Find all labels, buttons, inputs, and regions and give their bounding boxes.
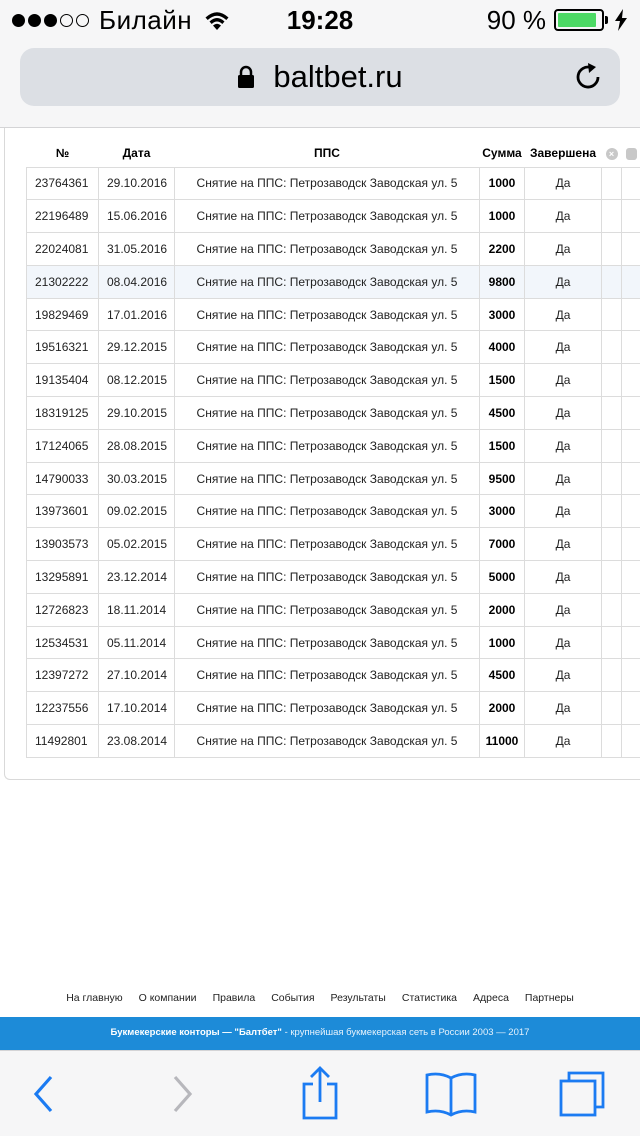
- column-header-date: Дата: [122, 146, 151, 161]
- cell-sum: 1500: [480, 364, 525, 397]
- cell-lock: [622, 298, 640, 331]
- carrier-name: Билайн: [99, 4, 193, 35]
- cell-sum: 2000: [480, 692, 525, 725]
- table-row[interactable]: [27, 364, 640, 397]
- cell-cancel: [602, 233, 622, 266]
- cell-completed: Да: [525, 429, 602, 462]
- chevron-left-icon: [32, 1074, 54, 1114]
- cell-pps: Снятие на ППС: Петрозаводск Заводская ул. 5: [175, 495, 480, 528]
- table-row[interactable]: [27, 265, 640, 298]
- footer-brand: Букмекерские конторы — "Балтбет": [110, 1027, 282, 1038]
- cell-number: 19516321: [27, 331, 99, 364]
- cell-completed: Да: [525, 233, 602, 266]
- cell-cancel: [602, 725, 622, 758]
- footer-link-home[interactable]: На главную: [66, 992, 123, 1004]
- cell-date: 05.11.2014: [99, 626, 175, 659]
- cell-number: 22196489: [27, 200, 99, 233]
- cell-completed: Да: [525, 528, 602, 561]
- footer-link-addresses[interactable]: Адреса: [473, 992, 509, 1004]
- cell-pps: Снятие на ППС: Петрозаводск Заводская ул. 5: [175, 725, 480, 758]
- cell-pps: Снятие на ППС: Петрозаводск Заводская ул. 5: [175, 200, 480, 233]
- clock: 19:28: [286, 5, 354, 35]
- cell-pps: Снятие на ППС: Петрозаводск Заводская ул. 5: [175, 429, 480, 462]
- cell-completed: Да: [525, 462, 602, 495]
- table-row[interactable]: [27, 659, 640, 692]
- cell-sum: 11000: [480, 725, 525, 758]
- cell-number: 19829469: [27, 298, 99, 331]
- cell-pps: Снятие на ППС: Петрозаводск Заводская ул. 5: [175, 626, 480, 659]
- cell-number: 11492801: [27, 725, 99, 758]
- back-button[interactable]: [20, 1051, 66, 1136]
- cell-cancel: [602, 429, 622, 462]
- column-header-lock: [622, 140, 640, 167]
- cell-lock: [622, 725, 640, 758]
- cell-date: 09.02.2015: [99, 495, 175, 528]
- url-text: baltbet.ru: [273, 59, 403, 94]
- cell-lock: [622, 167, 640, 200]
- cell-lock: [622, 495, 640, 528]
- cell-pps: Снятие на ППС: Петрозаводск Заводская ул. 5: [175, 331, 480, 364]
- cell-cancel: [602, 298, 622, 331]
- cell-sum: 1000: [480, 200, 525, 233]
- browser-address-area: [0, 40, 640, 128]
- table-body: [27, 167, 640, 757]
- cell-completed: Да: [525, 561, 602, 594]
- cell-lock: [622, 200, 640, 233]
- footer-band: [0, 1017, 640, 1050]
- table-row[interactable]: [27, 561, 640, 594]
- transactions-panel: [4, 128, 640, 780]
- bookmarks-button[interactable]: [422, 1051, 480, 1136]
- cell-lock: [622, 593, 640, 626]
- cell-lock: [622, 429, 640, 462]
- cell-lock: [622, 692, 640, 725]
- table-row[interactable]: [27, 528, 640, 561]
- footer-link-about[interactable]: О компании: [138, 992, 197, 1004]
- cell-number: 23764361: [27, 167, 99, 200]
- cell-sum: 9800: [480, 265, 525, 298]
- charging-bolt-icon: [614, 9, 628, 31]
- status-bar: [0, 0, 640, 40]
- cell-pps: Снятие на ППС: Петрозаводск Заводская ул. 5: [175, 364, 480, 397]
- cell-lock: [622, 364, 640, 397]
- cell-cancel: [602, 626, 622, 659]
- cell-pps: Снятие на ППС: Петрозаводск Заводская ул. 5: [175, 692, 480, 725]
- cell-pps: Снятие на ППС: Петрозаводск Заводская ул. 5: [175, 593, 480, 626]
- footer-link-results[interactable]: Результаты: [330, 992, 386, 1004]
- cell-number: 12726823: [27, 593, 99, 626]
- cell-date: 27.10.2014: [99, 659, 175, 692]
- cell-cancel: [602, 593, 622, 626]
- table-row[interactable]: [27, 298, 640, 331]
- table-row[interactable]: [27, 331, 640, 364]
- cell-number: 12397272: [27, 659, 99, 692]
- cell-date: 30.03.2015: [99, 462, 175, 495]
- cell-sum: 4500: [480, 659, 525, 692]
- forward-button[interactable]: [160, 1051, 206, 1136]
- column-header-pps: ППС: [314, 146, 340, 161]
- cell-date: 08.12.2015: [99, 364, 175, 397]
- cell-number: 21302222: [27, 265, 99, 298]
- column-header-cancel: [602, 140, 622, 167]
- cell-pps: Снятие на ППС: Петрозаводск Заводская ул. 5: [175, 265, 480, 298]
- cell-sum: 4000: [480, 331, 525, 364]
- share-icon: [300, 1066, 340, 1122]
- withdrawals-table: [26, 140, 640, 758]
- cell-date: 15.06.2016: [99, 200, 175, 233]
- table-row[interactable]: [27, 725, 640, 758]
- table-row[interactable]: [27, 167, 640, 200]
- cell-date: 05.02.2015: [99, 528, 175, 561]
- cell-cancel: [602, 364, 622, 397]
- cell-cancel: [602, 561, 622, 594]
- footer-copyright: [0, 1027, 640, 1038]
- footer-link-events[interactable]: События: [271, 992, 315, 1004]
- cell-cancel: [602, 495, 622, 528]
- cell-sum: 1000: [480, 167, 525, 200]
- cell-date: 18.11.2014: [99, 593, 175, 626]
- cell-sum: 4500: [480, 397, 525, 430]
- cell-pps: Снятие на ППС: Петрозаводск Заводская ул. 5: [175, 397, 480, 430]
- cell-completed: Да: [525, 265, 602, 298]
- cell-lock: [622, 528, 640, 561]
- cell-lock: [622, 397, 640, 430]
- column-header-completed: Завершена: [529, 146, 596, 161]
- cell-number: 12534531: [27, 626, 99, 659]
- footer-link-rules[interactable]: Правила: [212, 992, 256, 1004]
- footer-nav: [0, 992, 640, 1004]
- cell-pps: Снятие на ППС: Петрозаводск Заводская ул. 5: [175, 167, 480, 200]
- cell-lock: [622, 561, 640, 594]
- cell-completed: Да: [525, 364, 602, 397]
- cell-completed: Да: [525, 593, 602, 626]
- cell-cancel: [602, 462, 622, 495]
- table-row[interactable]: [27, 397, 640, 430]
- cell-date: 29.12.2015: [99, 331, 175, 364]
- cell-cancel: [602, 528, 622, 561]
- cell-number: 13903573: [27, 528, 99, 561]
- table-row[interactable]: [27, 233, 640, 266]
- footer-link-stats[interactable]: Статистика: [401, 992, 458, 1004]
- cell-completed: Да: [525, 692, 602, 725]
- cell-date: 23.12.2014: [99, 561, 175, 594]
- cell-number: 13295891: [27, 561, 99, 594]
- column-header-sum: Сумма: [482, 146, 522, 161]
- table-row[interactable]: [27, 593, 640, 626]
- cell-number: 19135404: [27, 364, 99, 397]
- cell-sum: 5000: [480, 561, 525, 594]
- table-row[interactable]: [27, 692, 640, 725]
- tabs-button[interactable]: [554, 1051, 610, 1136]
- lock-small-icon: [626, 148, 637, 160]
- lock-icon: [237, 65, 255, 89]
- cell-pps: Снятие на ППС: Петрозаводск Заводская ул. 5: [175, 462, 480, 495]
- battery-icon: [554, 9, 604, 31]
- cell-date: 28.08.2015: [99, 429, 175, 462]
- cell-cancel: [602, 265, 622, 298]
- cell-sum: 1500: [480, 429, 525, 462]
- cell-date: 17.01.2016: [99, 298, 175, 331]
- cell-number: 22024081: [27, 233, 99, 266]
- table-row[interactable]: [27, 429, 640, 462]
- table-header-row: [27, 140, 640, 167]
- status-right: [487, 6, 628, 34]
- cell-lock: [622, 265, 640, 298]
- cell-completed: Да: [525, 298, 602, 331]
- book-icon: [424, 1070, 478, 1118]
- table-row[interactable]: [27, 626, 640, 659]
- cell-lock: [622, 626, 640, 659]
- chevron-right-icon: [172, 1074, 194, 1114]
- cell-completed: Да: [525, 167, 602, 200]
- cell-number: 13973601: [27, 495, 99, 528]
- cell-cancel: [602, 397, 622, 430]
- browser-toolbar: [0, 1050, 640, 1136]
- cancel-icon: ×: [606, 148, 618, 160]
- column-header-number: №: [55, 146, 70, 161]
- cell-completed: Да: [525, 626, 602, 659]
- cell-sum: 3000: [480, 298, 525, 331]
- cell-date: 29.10.2015: [99, 397, 175, 430]
- cell-date: 08.04.2016: [99, 265, 175, 298]
- table-row[interactable]: [27, 462, 640, 495]
- cell-lock: [622, 659, 640, 692]
- cell-pps: Снятие на ППС: Петрозаводск Заводская ул. 5: [175, 298, 480, 331]
- footer-link-partners[interactable]: Партнеры: [524, 992, 574, 1004]
- cell-cancel: [602, 692, 622, 725]
- cell-date: 23.08.2014: [99, 725, 175, 758]
- cell-completed: Да: [525, 659, 602, 692]
- cell-cancel: [602, 200, 622, 233]
- table-row[interactable]: [27, 495, 640, 528]
- cell-cancel: [602, 331, 622, 364]
- cell-pps: Снятие на ППС: Петрозаводск Заводская ул. 5: [175, 528, 480, 561]
- cell-sum: 3000: [480, 495, 525, 528]
- cell-number: 18319125: [27, 397, 99, 430]
- cell-completed: Да: [525, 495, 602, 528]
- cell-lock: [622, 462, 640, 495]
- cell-completed: Да: [525, 200, 602, 233]
- cell-pps: Снятие на ППС: Петрозаводск Заводская ул. 5: [175, 233, 480, 266]
- cell-number: 14790033: [27, 462, 99, 495]
- cell-sum: 7000: [480, 528, 525, 561]
- tabs-icon: [557, 1069, 607, 1119]
- cell-date: 31.05.2016: [99, 233, 175, 266]
- cell-pps: Снятие на ППС: Петрозаводск Заводская ул. 5: [175, 561, 480, 594]
- cell-lock: [622, 233, 640, 266]
- cell-sum: 1000: [480, 626, 525, 659]
- battery-percent: 90 %: [486, 4, 546, 35]
- cell-sum: 2200: [480, 233, 525, 266]
- cell-cancel: [602, 659, 622, 692]
- cell-completed: Да: [525, 397, 602, 430]
- cell-number: 12237556: [27, 692, 99, 725]
- footer-tagline: - крупнейшая букмекерская сеть в России 2003 — 2017: [281, 1027, 530, 1038]
- cell-completed: Да: [525, 331, 602, 364]
- share-button[interactable]: [292, 1051, 348, 1136]
- address-bar[interactable]: [20, 48, 620, 106]
- cell-sum: 2000: [480, 593, 525, 626]
- reload-icon[interactable]: [574, 62, 604, 92]
- table-row[interactable]: [27, 200, 640, 233]
- cell-date: 29.10.2016: [99, 167, 175, 200]
- cell-date: 17.10.2014: [99, 692, 175, 725]
- cell-sum: 9500: [480, 462, 525, 495]
- cell-number: 17124065: [27, 429, 99, 462]
- cell-pps: Снятие на ППС: Петрозаводск Заводская ул. 5: [175, 659, 480, 692]
- cell-lock: [622, 331, 640, 364]
- cell-completed: Да: [525, 725, 602, 758]
- cell-cancel: [602, 167, 622, 200]
